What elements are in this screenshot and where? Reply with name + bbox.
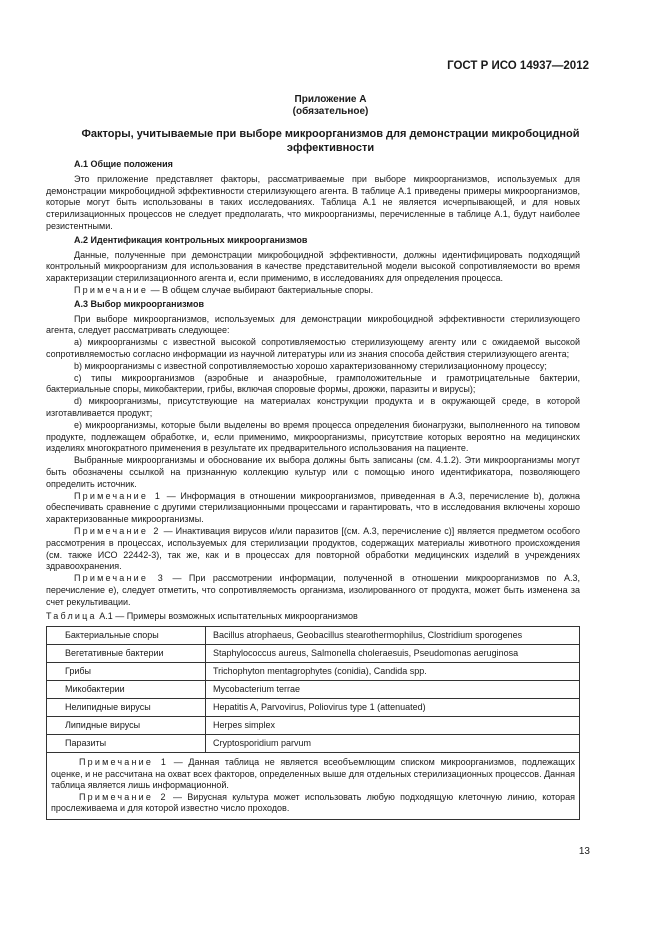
table-cell-category: Бактериальные споры — [47, 627, 206, 645]
table-row — [47, 663, 580, 681]
table-cell-category: Вегетативные бактерии — [47, 645, 206, 663]
list-item: d) микроорганизмы, присутствующие на материалах конструкции продукта и в окружающей среде, в которой изготавливается продукт; — [46, 396, 580, 418]
table-cell-category: Грибы — [47, 663, 206, 681]
section-a3-note-3 — [46, 573, 580, 608]
section-a3-note-1 — [46, 491, 580, 526]
table-cell-examples: Trichophyton mentagrophytes (conidia), Candida spp. — [206, 663, 580, 681]
list-item: e) микроорганизмы, которые были выделены во время процесса определения бионагрузки, выполненного на типовом продукте, подлежащем обработке, и, если применимо, микроорганизмы, присутствие которых вероятно на медицинских изделиях многократного применения в результате их предварительного использования на пациенте. — [46, 419, 580, 454]
list-item: a) микроорганизмы с известной высокой сопротивляемостью стерилизующему агенту или с ожидаемой высокой сопротивляемостью согласно информации из научной литературы или из знания способа действия стерилизующего агента; — [46, 337, 580, 359]
table-cell-category: Липидные вирусы — [47, 717, 206, 735]
table-note-1 — [51, 757, 575, 792]
table-row — [47, 645, 580, 663]
table-row — [47, 735, 580, 753]
list-item: b) микроорганизмы с известной сопротивляемостью хорошо характеризованному стерилизационному процессу; — [74, 360, 547, 371]
section-a3-closing: Выбранные микроорганизмы и обоснование их выбора должны быть записаны (см. 4.1.2). Эти микроорганизмы могут быть обозначены ссылкой на признанную коллекцию культур или с помощью иного идентификатора, позволяющего определить источник. — [46, 455, 580, 489]
page-title: Факторы, учитываемые при выборе микроорганизмов для демонстрации микробоцидной эффективности — [81, 128, 580, 154]
section-a2-note — [46, 285, 580, 297]
annex-title: Приложение А — [294, 94, 367, 105]
table-caption-label: Таблица — [46, 611, 97, 622]
note-text: — Данная таблица не является всеобъемлющим списком микроорганизмов, подлежащих оценке, и не рассчитана на охват всех факторов, определенных выше для отдельных стерилизационных процессов. Данная таблица является лишь информационной. — [51, 757, 575, 791]
note-text: — В общем случае выбирают бактериальные споры. — [148, 284, 374, 295]
note-label: Примечание 1 — [79, 757, 169, 768]
section-a1-heading: А.1 Общие положения — [74, 159, 173, 169]
document-body — [46, 157, 580, 820]
section-a3-heading: А.3 Выбор микроорганизмов — [74, 298, 204, 309]
table-row — [47, 627, 580, 645]
note-text: — При рассмотрении информации, полученной в отношении микроорганизмов по А.3, перечисление e), следует отметить, что сопротивляемость организма, изолированного от продукта, может быть изменена за счет рекультивации. — [46, 573, 581, 607]
table-notes — [47, 753, 580, 820]
note-text: — Вирусная культура может использовать любую подходящую клеточную линию, которая прослеживаема и для которой известно число проходов. — [51, 791, 575, 814]
section-a2-heading: А.2 Идентификация контрольных микроорганизмов — [74, 234, 308, 245]
note-label: Примечание 2 — [79, 791, 168, 802]
note-label: Примечание — [74, 284, 149, 295]
section-a2-text: Данные, полученные при демонстрации микробоцидной эффективности, должны идентифицировать подходящий контрольный микроорганизм для использования в качестве представительной модели высокой сопротивляемости во время характеризации стерилизационного агента и, если применимо, в исследованиях для определения процесса. — [46, 249, 580, 284]
annex-heading — [0, 94, 661, 118]
table-row — [47, 699, 580, 717]
table-row — [47, 717, 580, 735]
table-caption — [46, 611, 580, 623]
table-notes-row — [47, 753, 580, 820]
microorganisms-table — [46, 626, 580, 820]
table-cell-examples: Cryptosporidium parvum — [206, 735, 580, 753]
table-cell-category: Микобактерии — [47, 681, 206, 699]
table-cell-examples: Bacillus atrophaeus, Geobacillus stearothermophilus, Clostridium sporogenes — [206, 627, 580, 645]
table-cell-examples: Staphylococcus aureus, Salmonella choleraesuis, Pseudomonas aeruginosa — [206, 645, 580, 663]
table-row — [47, 681, 580, 699]
note-label: Примечание 1 — [74, 490, 163, 501]
table-cell-examples: Mycobacterium terrae — [206, 681, 580, 699]
note-label: Примечание 3 — [74, 573, 165, 584]
table-cell-category: Паразиты — [47, 735, 206, 753]
table-cell-category: Нелипидные вирусы — [47, 699, 206, 717]
table-caption-text: А.1 — Примеры возможных испытательных микроорганизмов — [96, 611, 358, 622]
note-text: — Инактивация вирусов и/или паразитов [(см. А.3, перечисление c)] является предметом особого рассмотрения в процессах, используемых для стерилизации продуктов, содержащих материалы животного происхождения (см. также ИСО 22442-3), так же, как и в процессах для повторной обработки медицинских изделий в учреждениях здравоохранения. — [46, 525, 581, 572]
standard-designation: ГОСТ Р ИСО 14937—2012 — [447, 60, 589, 72]
annex-status: (обязательное) — [292, 106, 369, 117]
note-label: Примечание 2 — [74, 525, 161, 536]
table-note-2 — [51, 792, 575, 815]
table-cell-examples: Herpes simplex — [206, 717, 580, 735]
page-number: 13 — [578, 846, 590, 857]
table-cell-examples: Hepatitis A, Parvovirus, Poliovirus type 1 (attenuated) — [206, 699, 580, 717]
section-a3-note-2 — [46, 526, 580, 573]
section-a3-intro: При выборе микроорганизмов, используемых для демонстрации микробоцидной эффективности стерилизующего агента, следует рассматривать следующее: — [46, 313, 580, 336]
list-item: c) типы микроорганизмов (аэробные и анаэробные, грамположительные и грамотрицательные бактерии, бактериальные споры, микобактерии, грибы, включая споровые формы, дрожжи, паразиты и вирусы); — [46, 372, 580, 395]
section-a1-text: Это приложение представляет факторы, рассматриваемые при выборе микроорганизмов, используемых для демонстрации микробоцидной эффективности стерилизующего агента. В таблице А.1 приведены примеры микроорганизмов, которые могут быть использованы в таких исследованиях. Таблица А.1 не является исчерпывающей, и для новых стерилизационных процессов не следует предполагать, что микроорганизмы, перечисленные в таблице А.1, будут наиболее резистентными. — [46, 173, 580, 231]
note-text: — Информация в отношении микроорганизмов, приведенная в А.3, перечисление b), должна обеспечивать сравнение с другими стерилизационными процессами и гарантировать, что в исследования включены хорошо характеризованные микроорганизмы. — [46, 490, 581, 525]
